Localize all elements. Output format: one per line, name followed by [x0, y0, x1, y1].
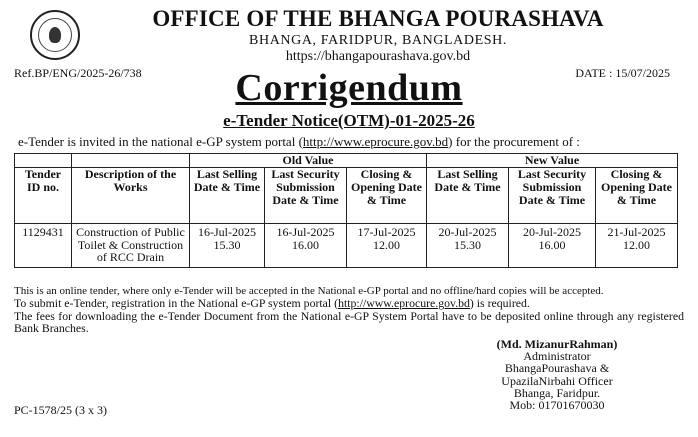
- signature-block: [452, 338, 662, 411]
- header-old-closing: Closing & Opening Date & Time: [347, 168, 427, 224]
- cell-description: Construction of Public Toilet & Construction of RCC Drain: [72, 224, 190, 268]
- tender-notice-title: e-Tender Notice(OTM)-01-2025-26: [223, 111, 475, 130]
- table-row: [15, 224, 678, 268]
- reference-number: Ref.BP/ENG/2025-26/738: [14, 66, 142, 80]
- header-old-security: Last Security Submission Date & Time: [265, 168, 347, 224]
- signatory-mobile: Mob: 01701670030: [509, 398, 605, 413]
- header-new-selling: Last Selling Date & Time: [427, 168, 509, 224]
- header-tender-id: Tender ID no.: [15, 168, 72, 224]
- header-description: Description of the Works: [72, 168, 190, 224]
- office-title: OFFICE OF THE BHANGA POURASHAVA: [152, 6, 604, 31]
- intro-text-before: e-Tender is invited in the national e-GP system portal (: [18, 134, 303, 149]
- tender-table: [14, 153, 678, 268]
- header-blank-id: [15, 154, 72, 168]
- cell-new-closing: 21-Jul-2025 12.00: [596, 224, 678, 268]
- office-address: BHANGA, FARIDPUR, BANGLADESH.: [249, 33, 507, 48]
- header-old-selling: Last Selling Date & Time: [190, 168, 265, 224]
- online-only-note: This is an online tender, where only e-Tender will be accepted in the National e-GP portal and no offline/hard copies will be accepted.: [14, 285, 604, 297]
- registration-note-before: To submit e-Tender, registration in the National e-GP system portal (: [14, 296, 339, 311]
- cell-new-selling: 20-Jul-2025 15.30: [427, 224, 509, 268]
- registration-note-after: ) is required.: [469, 296, 530, 311]
- header-new-security: Last Security Submission Date & Time: [509, 168, 596, 224]
- cell-old-closing: 17-Jul-2025 12.00: [347, 224, 427, 268]
- pourashava-seal-logo: [30, 10, 80, 60]
- intro-text: [18, 134, 580, 150]
- tender-conditions: [14, 285, 684, 335]
- notice-date: DATE : 15/07/2025: [575, 66, 670, 80]
- signatory-office-1: BhangaPourashava &: [504, 361, 610, 376]
- office-website: https://bhangapourashava.gov.bd: [285, 49, 471, 64]
- signatory-office-2: UpazilaNirbahi Officer: [501, 373, 613, 388]
- signatory-designation: Administrator: [523, 349, 591, 364]
- cell-tender-id: 1129431: [15, 224, 72, 268]
- pc-number: PC-1578/25 (3 x 3): [14, 403, 107, 417]
- signatory-location: Bhanga, Faridpur.: [513, 385, 601, 400]
- cell-new-security: 20-Jul-2025 16.00: [509, 224, 596, 268]
- header-new-closing: Closing & Opening Date & Time: [596, 168, 678, 224]
- cell-old-selling: 16-Jul-2025 15.30: [190, 224, 265, 268]
- fees-note: The fees for downloading the e-Tender Document from the National e-GP System Portal have to be deposited online through any registered Bank Branches.: [14, 308, 684, 336]
- header-old-value: Old Value: [190, 154, 427, 168]
- document-heading: Corrigendum: [235, 67, 463, 109]
- cell-old-security: 16-Jul-2025 16.00: [265, 224, 347, 268]
- intro-text-after: ) for the procurement of :: [448, 134, 580, 149]
- eprocure-link[interactable]: http://www.eprocure.gov.bd: [302, 134, 449, 149]
- registration-note: [14, 297, 684, 309]
- header-new-value: New Value: [427, 154, 678, 168]
- header-blank-desc: [72, 154, 190, 168]
- signatory-name: (Md. MizanurRahman): [496, 337, 618, 351]
- eprocure-link-2[interactable]: http://www.eprocure.gov.bd: [338, 296, 470, 311]
